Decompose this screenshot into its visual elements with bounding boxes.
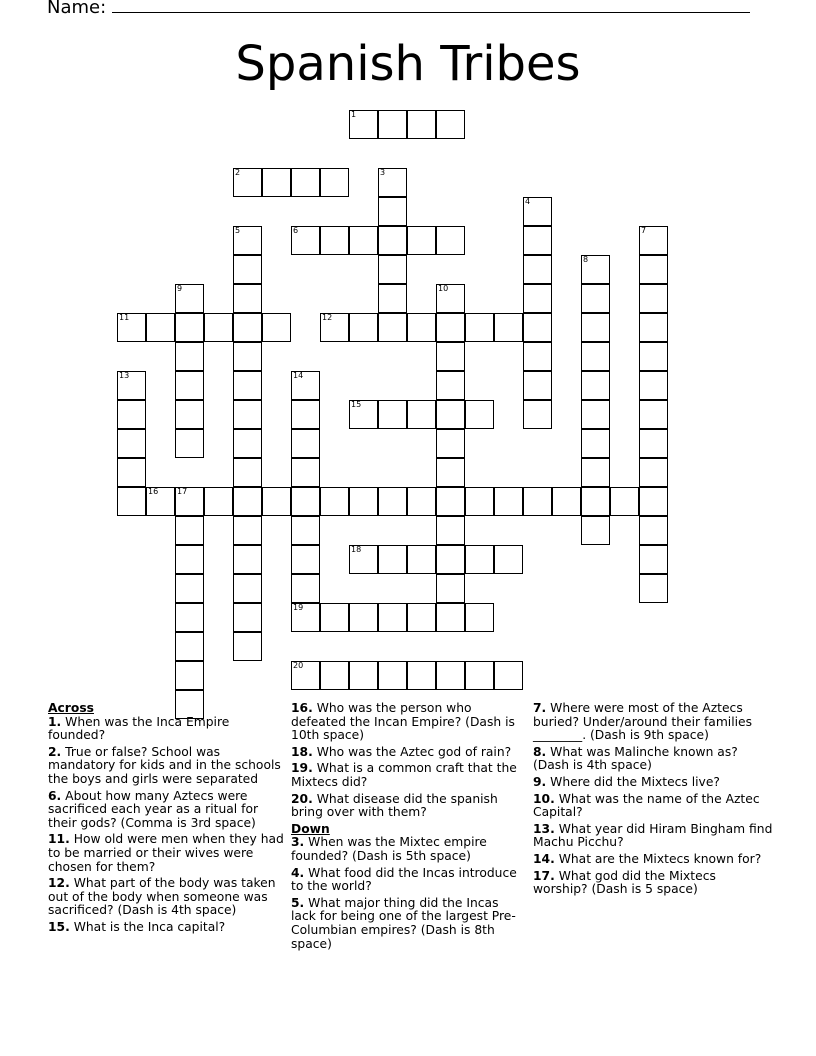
clue-label: 9.: [533, 774, 547, 789]
crossword-cell[interactable]: [175, 545, 204, 574]
clue-label: 4.: [291, 865, 305, 880]
down-clue: [291, 836, 527, 863]
clue-label: 16.: [291, 701, 313, 715]
crossword-cell[interactable]: [117, 429, 146, 458]
crossword-cell[interactable]: [581, 487, 610, 516]
across-clue: [48, 746, 284, 787]
clue-label: 13.: [533, 821, 555, 836]
clue-number: 4: [525, 197, 531, 206]
clue-number: 17: [177, 487, 188, 496]
crossword-cell[interactable]: [349, 603, 378, 632]
across-clue: [48, 790, 284, 831]
crossword-cell[interactable]: [291, 603, 320, 632]
crossword-cell[interactable]: [349, 226, 378, 255]
clue-number: 11: [119, 313, 130, 322]
crossword-cell[interactable]: [407, 313, 436, 342]
clue-text: Where were most of the Aztecs buried? Under/around their families ________. (Dash is 9th space): [533, 701, 753, 743]
crossword-cell[interactable]: [639, 400, 668, 429]
crossword-cell[interactable]: [291, 226, 320, 255]
crossword-cell[interactable]: [378, 197, 407, 226]
crossword-cell[interactable]: [436, 110, 465, 139]
crossword-cell[interactable]: [639, 313, 668, 342]
clue-number: 2: [235, 168, 241, 177]
crossword-cell[interactable]: [262, 168, 291, 197]
crossword-cell[interactable]: [349, 545, 378, 574]
clue-label: 19.: [291, 761, 313, 776]
clue-text: How old were men when they had to be married or their wives were chosen for them?: [48, 832, 284, 874]
clue-text: What god did the Mixtecs worship? (Dash is 5 space): [533, 868, 716, 897]
clue-label: 2.: [48, 744, 62, 759]
down-clue: [533, 776, 773, 790]
clue-number: 8: [583, 255, 589, 264]
clue-label: 8.: [533, 744, 547, 759]
crossword-cell[interactable]: [407, 487, 436, 516]
crossword-cell[interactable]: [581, 255, 610, 284]
crossword-cell[interactable]: [291, 661, 320, 690]
clue-number: 10: [438, 284, 449, 293]
clue-number: 14: [293, 371, 304, 380]
crossword-cell[interactable]: [407, 110, 436, 139]
across-clue: [48, 921, 284, 935]
crossword-cell[interactable]: [494, 313, 523, 342]
crossword-cell[interactable]: [175, 284, 204, 313]
crossword-cell[interactable]: [523, 284, 552, 313]
down-clue: [533, 702, 773, 743]
crossword-cell[interactable]: [407, 661, 436, 690]
crossword-cell[interactable]: [465, 545, 494, 574]
crossword-cell[interactable]: [349, 313, 378, 342]
down-clue: [533, 793, 773, 820]
crossword-cell[interactable]: [175, 400, 204, 429]
crossword-cell[interactable]: [233, 342, 262, 371]
across-clue: [291, 762, 527, 789]
clue-text: What was the name of the Aztec Capital?: [533, 791, 760, 820]
crossword-cell[interactable]: [233, 371, 262, 400]
crossword-cell[interactable]: [291, 574, 320, 603]
crossword-cell[interactable]: [581, 284, 610, 313]
crossword-cell[interactable]: [639, 371, 668, 400]
crossword-cell[interactable]: [552, 487, 581, 516]
clue-number: 18: [351, 545, 362, 554]
crossword-cell[interactable]: [436, 487, 465, 516]
crossword-cell[interactable]: [523, 487, 552, 516]
crossword-cell[interactable]: [436, 226, 465, 255]
crossword-cell[interactable]: [291, 487, 320, 516]
crossword-cell[interactable]: [436, 545, 465, 574]
down-clue: [291, 897, 527, 951]
across-clue: [48, 833, 284, 874]
crossword-cell[interactable]: [436, 574, 465, 603]
across-clue: [48, 877, 284, 918]
crossword-cell[interactable]: [436, 516, 465, 545]
crossword-cell[interactable]: [639, 545, 668, 574]
crossword-cell[interactable]: [465, 400, 494, 429]
crossword-cell[interactable]: [378, 168, 407, 197]
crossword-cell[interactable]: [175, 371, 204, 400]
crossword-cell[interactable]: [233, 545, 262, 574]
clues-column-1: [48, 702, 284, 938]
crossword-cell[interactable]: [291, 168, 320, 197]
crossword-cell[interactable]: [436, 603, 465, 632]
clues-column-2: [291, 702, 527, 954]
crossword-cell[interactable]: [233, 255, 262, 284]
crossword-cell[interactable]: [436, 371, 465, 400]
crossword-cell[interactable]: [523, 226, 552, 255]
clue-label: 18.: [291, 744, 313, 759]
crossword-cell[interactable]: [639, 458, 668, 487]
crossword-cell[interactable]: [233, 487, 262, 516]
down-clue: [533, 746, 773, 773]
crossword-cell[interactable]: [320, 168, 349, 197]
clue-text: What are the Mixtecs known for?: [558, 851, 762, 866]
crossword-cell[interactable]: [639, 342, 668, 371]
crossword-cell[interactable]: [349, 400, 378, 429]
across-clue: [291, 746, 527, 760]
crossword-cell[interactable]: [378, 545, 407, 574]
crossword-cell[interactable]: [436, 400, 465, 429]
name-label: Name:: [47, 0, 107, 18]
across-clue: [291, 793, 527, 820]
crossword-cell[interactable]: [581, 516, 610, 545]
crossword-cell[interactable]: [291, 458, 320, 487]
crossword-cell[interactable]: [291, 429, 320, 458]
crossword-cell[interactable]: [291, 400, 320, 429]
crossword-cell[interactable]: [465, 313, 494, 342]
crossword-cell[interactable]: [117, 400, 146, 429]
crossword-cell[interactable]: [349, 110, 378, 139]
crossword-cell[interactable]: [146, 487, 175, 516]
crossword-cell[interactable]: [378, 487, 407, 516]
crossword-cell[interactable]: [581, 342, 610, 371]
crossword-cell[interactable]: [523, 313, 552, 342]
crossword-cell[interactable]: [378, 313, 407, 342]
crossword-cell[interactable]: [436, 429, 465, 458]
crossword-cell[interactable]: [639, 284, 668, 313]
clue-number: 19: [293, 603, 304, 612]
crossword-cell[interactable]: [378, 255, 407, 284]
clue-number: 1: [351, 110, 357, 119]
clue-label: 1.: [48, 714, 62, 729]
crossword-cell[interactable]: [639, 487, 668, 516]
clue-label: 10.: [533, 791, 555, 806]
clue-text: What is the Inca capital?: [73, 919, 226, 934]
crossword-cell[interactable]: [581, 400, 610, 429]
crossword-cell[interactable]: [436, 458, 465, 487]
down-clue: [533, 870, 773, 897]
clue-text: When was the Inca Empire founded?: [48, 714, 230, 743]
clue-label: 14.: [533, 851, 555, 866]
down-header: Down: [291, 821, 330, 836]
crossword-cell[interactable]: [320, 313, 349, 342]
across-clue: [48, 716, 284, 743]
crossword-cell[interactable]: [407, 400, 436, 429]
crossword-cell[interactable]: [233, 284, 262, 313]
crossword-cell[interactable]: [117, 313, 146, 342]
crossword-cell[interactable]: [494, 545, 523, 574]
down-clue: [533, 853, 773, 867]
crossword-cell[interactable]: [117, 371, 146, 400]
clue-number: 6: [293, 226, 299, 235]
clue-label: 17.: [533, 868, 555, 883]
crossword-cell[interactable]: [233, 429, 262, 458]
clue-text: What is a common craft that the Mixtecs did?: [291, 761, 517, 789]
clue-number: 15: [351, 400, 362, 409]
crossword-cell[interactable]: [378, 284, 407, 313]
crossword-cell[interactable]: [320, 226, 349, 255]
crossword-cell[interactable]: [436, 313, 465, 342]
crossword-cell[interactable]: [494, 487, 523, 516]
crossword-cell[interactable]: [378, 226, 407, 255]
clue-text: About how many Aztecs were sacrificed each year as a ritual for their gods? (Comma is 3rd space): [48, 788, 259, 830]
clue-number: 16: [148, 487, 159, 496]
crossword-cell[interactable]: [117, 458, 146, 487]
clue-label: 6.: [48, 788, 62, 803]
crossword-cell[interactable]: [291, 516, 320, 545]
clue-text: When was the Mixtec empire founded? (Dash is 5th space): [291, 835, 487, 863]
across-clue: [291, 702, 527, 743]
clue-label: 11.: [48, 832, 70, 847]
crossword-cell[interactable]: [639, 429, 668, 458]
clue-text: What was Malinche known as? (Dash is 4th space): [533, 744, 738, 773]
crossword-cell[interactable]: [581, 313, 610, 342]
crossword-cell[interactable]: [233, 226, 262, 255]
down-clue: [533, 823, 773, 850]
clue-text: What disease did the spanish bring over with them?: [291, 791, 498, 820]
crossword-cell[interactable]: [436, 661, 465, 690]
crossword-cell[interactable]: [320, 661, 349, 690]
crossword-cell[interactable]: [523, 371, 552, 400]
crossword-cell[interactable]: [639, 255, 668, 284]
clue-text: What part of the body was taken out of the body when someone was sacrificed? (Dash is 4th space): [48, 876, 276, 918]
crossword-cell[interactable]: [291, 371, 320, 400]
clue-label: 20.: [291, 791, 313, 806]
crossword-cell[interactable]: [233, 168, 262, 197]
clue-label: 15.: [48, 919, 70, 934]
crossword-cell[interactable]: [378, 603, 407, 632]
crossword-cell[interactable]: [465, 487, 494, 516]
page-title: Spanish Tribes: [235, 36, 581, 92]
crossword-cell[interactable]: [175, 342, 204, 371]
clue-text: What year did Hiram Bingham find Machu Picchu?: [533, 821, 773, 850]
clue-number: 3: [380, 168, 386, 177]
crossword-cell[interactable]: [175, 632, 204, 661]
crossword-cell[interactable]: [581, 458, 610, 487]
crossword-cell[interactable]: [320, 487, 349, 516]
crossword-cell[interactable]: [523, 400, 552, 429]
crossword-cell[interactable]: [581, 371, 610, 400]
clue-number: 13: [119, 371, 130, 380]
clue-text: What major thing did the Incas lack for being one of the largest Pre-Columbian empires? (Dash is 8th space): [291, 895, 516, 951]
crossword-cell[interactable]: [349, 661, 378, 690]
clue-label: 3.: [291, 835, 305, 850]
crossword-cell[interactable]: [378, 110, 407, 139]
crossword-cell[interactable]: [233, 574, 262, 603]
crossword-cell[interactable]: [175, 661, 204, 690]
crossword-cell[interactable]: [465, 603, 494, 632]
crossword-cell[interactable]: [175, 603, 204, 632]
clue-text: True or false? School was mandatory for kids and in the schools the boys and girls were separated: [48, 744, 281, 786]
crossword-cell[interactable]: [233, 516, 262, 545]
crossword-cell[interactable]: [175, 574, 204, 603]
crossword-cell[interactable]: [639, 516, 668, 545]
clue-text: What food did the Incas introduce to the world?: [291, 865, 517, 894]
clue-label: 5.: [291, 895, 305, 910]
crossword-cell[interactable]: [204, 313, 233, 342]
crossword-cell[interactable]: [233, 313, 262, 342]
clue-number: 20: [293, 661, 304, 670]
crossword-cell[interactable]: [146, 313, 175, 342]
crossword-cell[interactable]: [291, 545, 320, 574]
clue-number: 9: [177, 284, 183, 293]
crossword-cell[interactable]: [523, 255, 552, 284]
clue-label: 7.: [533, 701, 547, 715]
crossword-cell[interactable]: [436, 342, 465, 371]
crossword-cell[interactable]: [610, 487, 639, 516]
crossword-cell[interactable]: [639, 226, 668, 255]
crossword-cell[interactable]: [639, 574, 668, 603]
crossword-cell[interactable]: [523, 197, 552, 226]
crossword-cell[interactable]: [117, 487, 146, 516]
crossword-cell[interactable]: [378, 661, 407, 690]
clue-text: Where did the Mixtecs live?: [550, 774, 720, 789]
crossword-cell[interactable]: [262, 313, 291, 342]
crossword-cell[interactable]: [523, 342, 552, 371]
crossword-cell[interactable]: [175, 487, 204, 516]
crossword-cell[interactable]: [204, 487, 233, 516]
clue-text: Who was the person who defeated the Incan Empire? (Dash is 10th space): [291, 701, 515, 743]
across-header: Across: [48, 701, 94, 715]
clue-number: 12: [322, 313, 333, 322]
crossword-cell[interactable]: [494, 661, 523, 690]
crossword-cell[interactable]: [407, 226, 436, 255]
crossword-cell[interactable]: [262, 487, 291, 516]
crossword-cell[interactable]: [233, 632, 262, 661]
crossword-cell[interactable]: [175, 516, 204, 545]
crossword-cell[interactable]: [407, 603, 436, 632]
clue-number: 5: [235, 226, 241, 235]
crossword-cell[interactable]: [407, 545, 436, 574]
crossword-cell[interactable]: [349, 487, 378, 516]
crossword-cell[interactable]: [175, 313, 204, 342]
crossword-cell[interactable]: [175, 429, 204, 458]
crossword-cell[interactable]: [378, 400, 407, 429]
crossword-cell[interactable]: [233, 603, 262, 632]
crossword-cell[interactable]: [320, 603, 349, 632]
clue-text: Who was the Aztec god of rain?: [316, 744, 512, 759]
crossword-cell[interactable]: [436, 284, 465, 313]
clues-column-3: [533, 702, 773, 900]
crossword-cell[interactable]: [465, 661, 494, 690]
crossword-cell[interactable]: [581, 429, 610, 458]
down-clue: [291, 867, 527, 894]
clue-label: 12.: [48, 876, 70, 891]
crossword-cell[interactable]: [233, 458, 262, 487]
crossword-cell[interactable]: [233, 400, 262, 429]
clue-number: 7: [641, 226, 647, 235]
